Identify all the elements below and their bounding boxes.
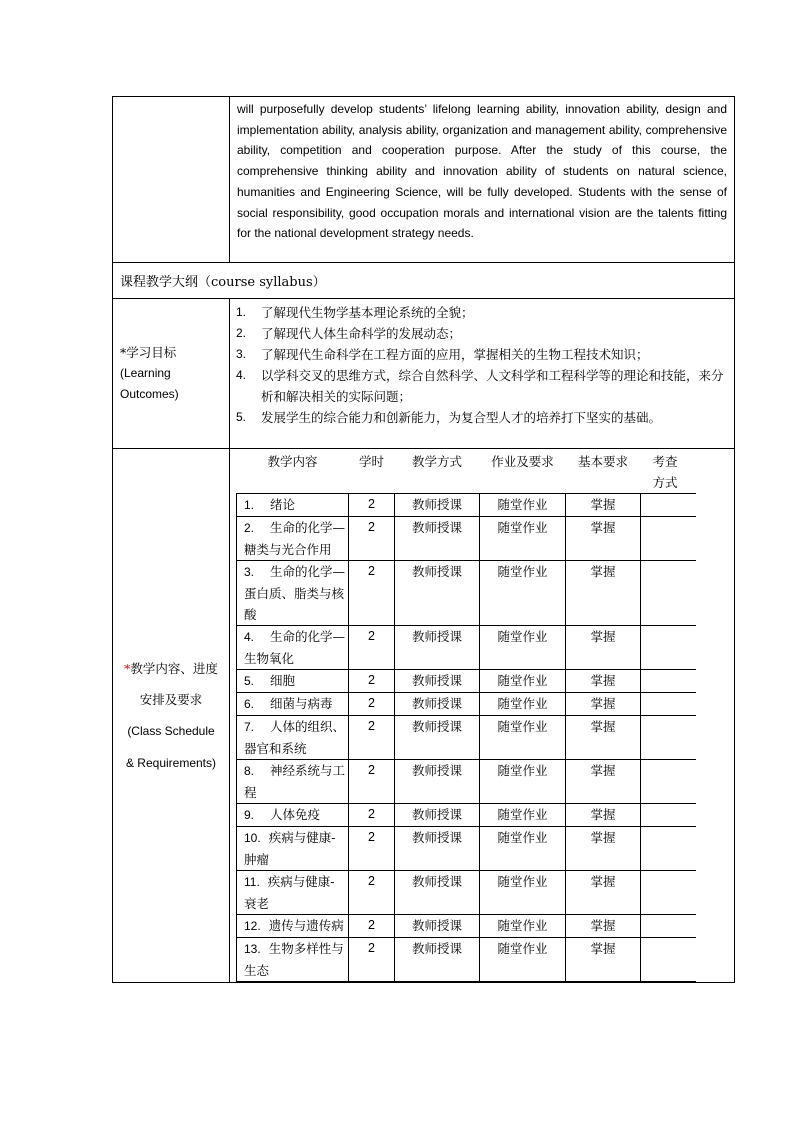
- schedule-row-item: [237, 804, 696, 827]
- schedule-topic-number: 4.: [244, 630, 255, 644]
- schedule-topic-cell: [237, 716, 349, 760]
- schedule-label-en-2: & Requirements): [125, 755, 217, 770]
- schedule-topic-number: 5.: [244, 674, 255, 688]
- schedule-hours-cell: 2: [349, 626, 395, 670]
- schedule-hours-cell: 2: [349, 716, 395, 760]
- schedule-assessment-cell: [641, 871, 696, 915]
- intro-cell: [230, 97, 735, 263]
- schedule-row-item: [237, 670, 696, 693]
- schedule-topic-text: 人体免疫: [270, 807, 321, 822]
- schedule-requirement-cell: 掌握: [566, 938, 641, 982]
- schedule-method-cell: 教师授课: [395, 915, 480, 938]
- schedule-header-cell: 基本要求: [577, 454, 628, 469]
- schedule-topic-number: 11.: [244, 875, 260, 889]
- schedule-topic-cell: [237, 670, 349, 693]
- learning-outcome-number: 5.: [236, 410, 247, 424]
- schedule-header-cell: 教学内容: [267, 454, 318, 469]
- learning-outcome-number: 3.: [236, 347, 247, 361]
- schedule-header-cell: 学时: [358, 454, 384, 469]
- schedule-topic-text: 绪论: [270, 497, 296, 512]
- schedule-row-item: [237, 938, 696, 982]
- schedule-requirement-cell: 掌握: [566, 915, 641, 938]
- schedule-assessment-cell: [641, 517, 696, 561]
- schedule-topic-text: 生命的化学—糖类与光合作用: [244, 520, 346, 557]
- learning-outcome-item: [236, 323, 728, 344]
- schedule-topic-text: 细胞: [270, 673, 296, 688]
- schedule-homework-cell: 随堂作业: [480, 938, 566, 982]
- schedule-hours-cell: 2: [349, 871, 395, 915]
- schedule-cell: [230, 449, 735, 983]
- schedule-topic-cell: [237, 827, 349, 871]
- schedule-method-cell: 教师授课: [395, 626, 480, 670]
- schedule-assessment-cell: [641, 670, 696, 693]
- schedule-assessment-cell: [641, 938, 696, 982]
- schedule-requirement-cell: 掌握: [566, 693, 641, 716]
- schedule-requirement-cell: 掌握: [566, 871, 641, 915]
- schedule-method-cell: 教师授课: [395, 517, 480, 561]
- schedule-hours-cell: 2: [349, 915, 395, 938]
- schedule-requirement-cell: 掌握: [566, 494, 641, 517]
- schedule-method-cell: 教师授课: [395, 804, 480, 827]
- schedule-topic-text: 生命的化学—蛋白质、脂类与核酸: [244, 564, 346, 622]
- schedule-label-en-1: (Class Schedule: [127, 723, 215, 738]
- schedule-hours-cell: 2: [349, 938, 395, 982]
- schedule-hours-cell: 2: [349, 670, 395, 693]
- schedule-method-cell: 教师授课: [395, 693, 480, 716]
- schedule-hours-cell: 2: [349, 760, 395, 804]
- schedule-topic-cell: [237, 561, 349, 626]
- learning-outcome-number: 2.: [236, 326, 247, 340]
- learning-outcome-item: [236, 365, 728, 407]
- required-star: *: [124, 660, 131, 676]
- learning-outcomes-cell: [230, 299, 735, 449]
- schedule-hours-cell: 2: [349, 494, 395, 517]
- schedule-homework-cell: 随堂作业: [480, 716, 566, 760]
- schedule-row-item: [237, 561, 696, 626]
- schedule-assessment-cell: [641, 693, 696, 716]
- schedule-topic-number: 9.: [244, 808, 255, 822]
- schedule-homework-cell: 随堂作业: [480, 871, 566, 915]
- schedule-homework-cell: 随堂作业: [480, 561, 566, 626]
- schedule-requirement-cell: 掌握: [566, 517, 641, 561]
- schedule-topic-text: 神经系统与工程: [244, 763, 346, 800]
- schedule-homework-cell: 随堂作业: [480, 626, 566, 670]
- learning-outcomes-label: [113, 299, 230, 449]
- schedule-assessment-cell: [641, 915, 696, 938]
- schedule-topic-cell: [237, 938, 349, 982]
- schedule-assessment-cell: [641, 827, 696, 871]
- learning-outcome-text: 发展学生的综合能力和创新能力，为复合型人才的培养打下坚实的基础。: [261, 410, 662, 425]
- learning-outcomes-label-en-2: Outcomes): [120, 387, 179, 401]
- schedule-table: [236, 449, 696, 982]
- schedule-hours-cell: 2: [349, 517, 395, 561]
- schedule-row-item: [237, 626, 696, 670]
- schedule-row-item: [237, 827, 696, 871]
- schedule-header-cell: 作业及要求: [491, 454, 554, 469]
- schedule-label: [113, 449, 230, 983]
- schedule-requirement-cell: 掌握: [566, 561, 641, 626]
- learning-outcome-item: [236, 344, 728, 365]
- schedule-topic-text: 遗传与遗传病: [268, 918, 344, 933]
- schedule-topic-number: 12.: [244, 919, 261, 933]
- schedule-row-item: [237, 693, 696, 716]
- schedule-topic-cell: [237, 517, 349, 561]
- schedule-hours-cell: 2: [349, 804, 395, 827]
- schedule-topic-number: 10.: [244, 831, 261, 845]
- schedule-topic-number: 8.: [244, 764, 255, 778]
- learning-outcome-item: [236, 302, 728, 323]
- learning-outcome-text: 以学科交叉的思维方式，综合自然科学、人文科学和工程科学等的理论和技能，来分析和解决相关的实际问题；: [261, 368, 724, 404]
- syllabus-heading: 课程教学大纲（course syllabus）: [120, 275, 326, 290]
- schedule-row-item: [237, 716, 696, 760]
- schedule-requirement-cell: 掌握: [566, 827, 641, 871]
- intro-paragraph: will purposefully develop students’ lifelong learning ability, innovation ability, design and implementation ability, analysis ability, organization and management ability, comprehensive ability, competition and cooperation purpose. After the study of this course, the comprehensive thinking ability and innovation ability of students on natural science, humanities and Engineering Science, will be fully developed. Students with the sense of social responsibility, good occupation morals and international vision are the talents fitting for the national development strategy needs.: [237, 102, 727, 241]
- schedule-requirement-cell: 掌握: [566, 670, 641, 693]
- learning-outcome-item: [236, 407, 728, 428]
- schedule-topic-text: 生命的化学—生物氧化: [244, 629, 346, 666]
- schedule-method-cell: 教师授课: [395, 561, 480, 626]
- learning-outcome-text: 了解现代生物学基本理论系统的全貌；: [261, 305, 474, 320]
- schedule-hours-cell: 2: [349, 693, 395, 716]
- schedule-topic-text: 生物多样性与生态: [244, 941, 344, 978]
- schedule-topic-cell: [237, 915, 349, 938]
- schedule-row-item: [237, 494, 696, 517]
- schedule-homework-cell: 随堂作业: [480, 517, 566, 561]
- schedule-topic-cell: [237, 693, 349, 716]
- schedule-row-item: [237, 871, 696, 915]
- schedule-homework-cell: 随堂作业: [480, 693, 566, 716]
- schedule-homework-cell: 随堂作业: [480, 494, 566, 517]
- learning-outcome-text: 了解现代生命科学在工程方面的应用，掌握相关的生物工程技术知识；: [261, 347, 649, 362]
- schedule-requirement-cell: 掌握: [566, 626, 641, 670]
- schedule-requirement-cell: 掌握: [566, 716, 641, 760]
- schedule-topic-cell: [237, 626, 349, 670]
- schedule-topic-number: 2.: [244, 521, 255, 535]
- schedule-assessment-cell: [641, 561, 696, 626]
- schedule-topic-number: 1.: [244, 498, 255, 512]
- schedule-row: [113, 449, 735, 983]
- schedule-homework-cell: 随堂作业: [480, 804, 566, 827]
- schedule-label-cn-1: *教学内容、进度: [124, 660, 218, 676]
- schedule-homework-cell: 随堂作业: [480, 915, 566, 938]
- schedule-method-cell: 教师授课: [395, 938, 480, 982]
- schedule-topic-number: 13.: [244, 942, 261, 956]
- schedule-homework-cell: 随堂作业: [480, 760, 566, 804]
- schedule-topic-cell: [237, 804, 349, 827]
- schedule-requirement-cell: 掌握: [566, 760, 641, 804]
- schedule-row-item: [237, 915, 696, 938]
- schedule-assessment-cell: [641, 494, 696, 517]
- schedule-topic-text: 人体的组织、器官和系统: [244, 719, 346, 756]
- schedule-hours-cell: 2: [349, 561, 395, 626]
- intro-label-cell: [113, 97, 230, 263]
- schedule-method-cell: 教师授课: [395, 670, 480, 693]
- schedule-method-cell: 教师授课: [395, 716, 480, 760]
- schedule-topic-number: 3.: [244, 565, 255, 579]
- schedule-header-cell: 考查方式: [652, 454, 678, 490]
- schedule-row-item: [237, 760, 696, 804]
- learning-outcomes-list: [230, 299, 734, 428]
- schedule-topic-cell: [237, 494, 349, 517]
- intro-row: [113, 97, 735, 263]
- schedule-assessment-cell: [641, 716, 696, 760]
- learning-outcome-number: 4.: [236, 368, 247, 382]
- schedule-label-cn-2: 安排及要求: [139, 691, 203, 707]
- schedule-topic-cell: [237, 760, 349, 804]
- schedule-hours-cell: 2: [349, 827, 395, 871]
- learning-outcome-text: 了解现代人体生命科学的发展动态；: [261, 326, 462, 341]
- schedule-topic-text: 细菌与病毒: [270, 696, 333, 711]
- schedule-homework-cell: 随堂作业: [480, 827, 566, 871]
- schedule-method-cell: 教师授课: [395, 494, 480, 517]
- schedule-row-item: [237, 517, 696, 561]
- learning-outcomes-label-cn: *学习目标: [120, 345, 177, 361]
- syllabus-heading-row: [113, 263, 735, 299]
- syllabus-table: [112, 96, 735, 983]
- schedule-method-cell: 教师授课: [395, 871, 480, 915]
- schedule-topic-cell: [237, 871, 349, 915]
- schedule-requirement-cell: 掌握: [566, 804, 641, 827]
- schedule-topic-text: 疾病与健康-衰老: [244, 874, 335, 911]
- schedule-header-cell: 教学方式: [411, 454, 462, 469]
- schedule-header-row: [237, 449, 696, 494]
- schedule-homework-cell: 随堂作业: [480, 670, 566, 693]
- schedule-method-cell: 教师授课: [395, 827, 480, 871]
- schedule-assessment-cell: [641, 760, 696, 804]
- learning-outcomes-label-en-1: (Learning: [120, 366, 171, 381]
- learning-outcomes-row: [113, 299, 735, 449]
- schedule-assessment-cell: [641, 804, 696, 827]
- schedule-topic-number: 7.: [244, 720, 255, 734]
- schedule-method-cell: 教师授课: [395, 760, 480, 804]
- syllabus-heading-cell: [113, 263, 735, 299]
- schedule-topic-text: 疾病与健康-肿瘤: [244, 830, 336, 867]
- schedule-assessment-cell: [641, 626, 696, 670]
- learning-outcome-number: 1.: [236, 305, 247, 319]
- schedule-topic-number: 6.: [244, 697, 255, 711]
